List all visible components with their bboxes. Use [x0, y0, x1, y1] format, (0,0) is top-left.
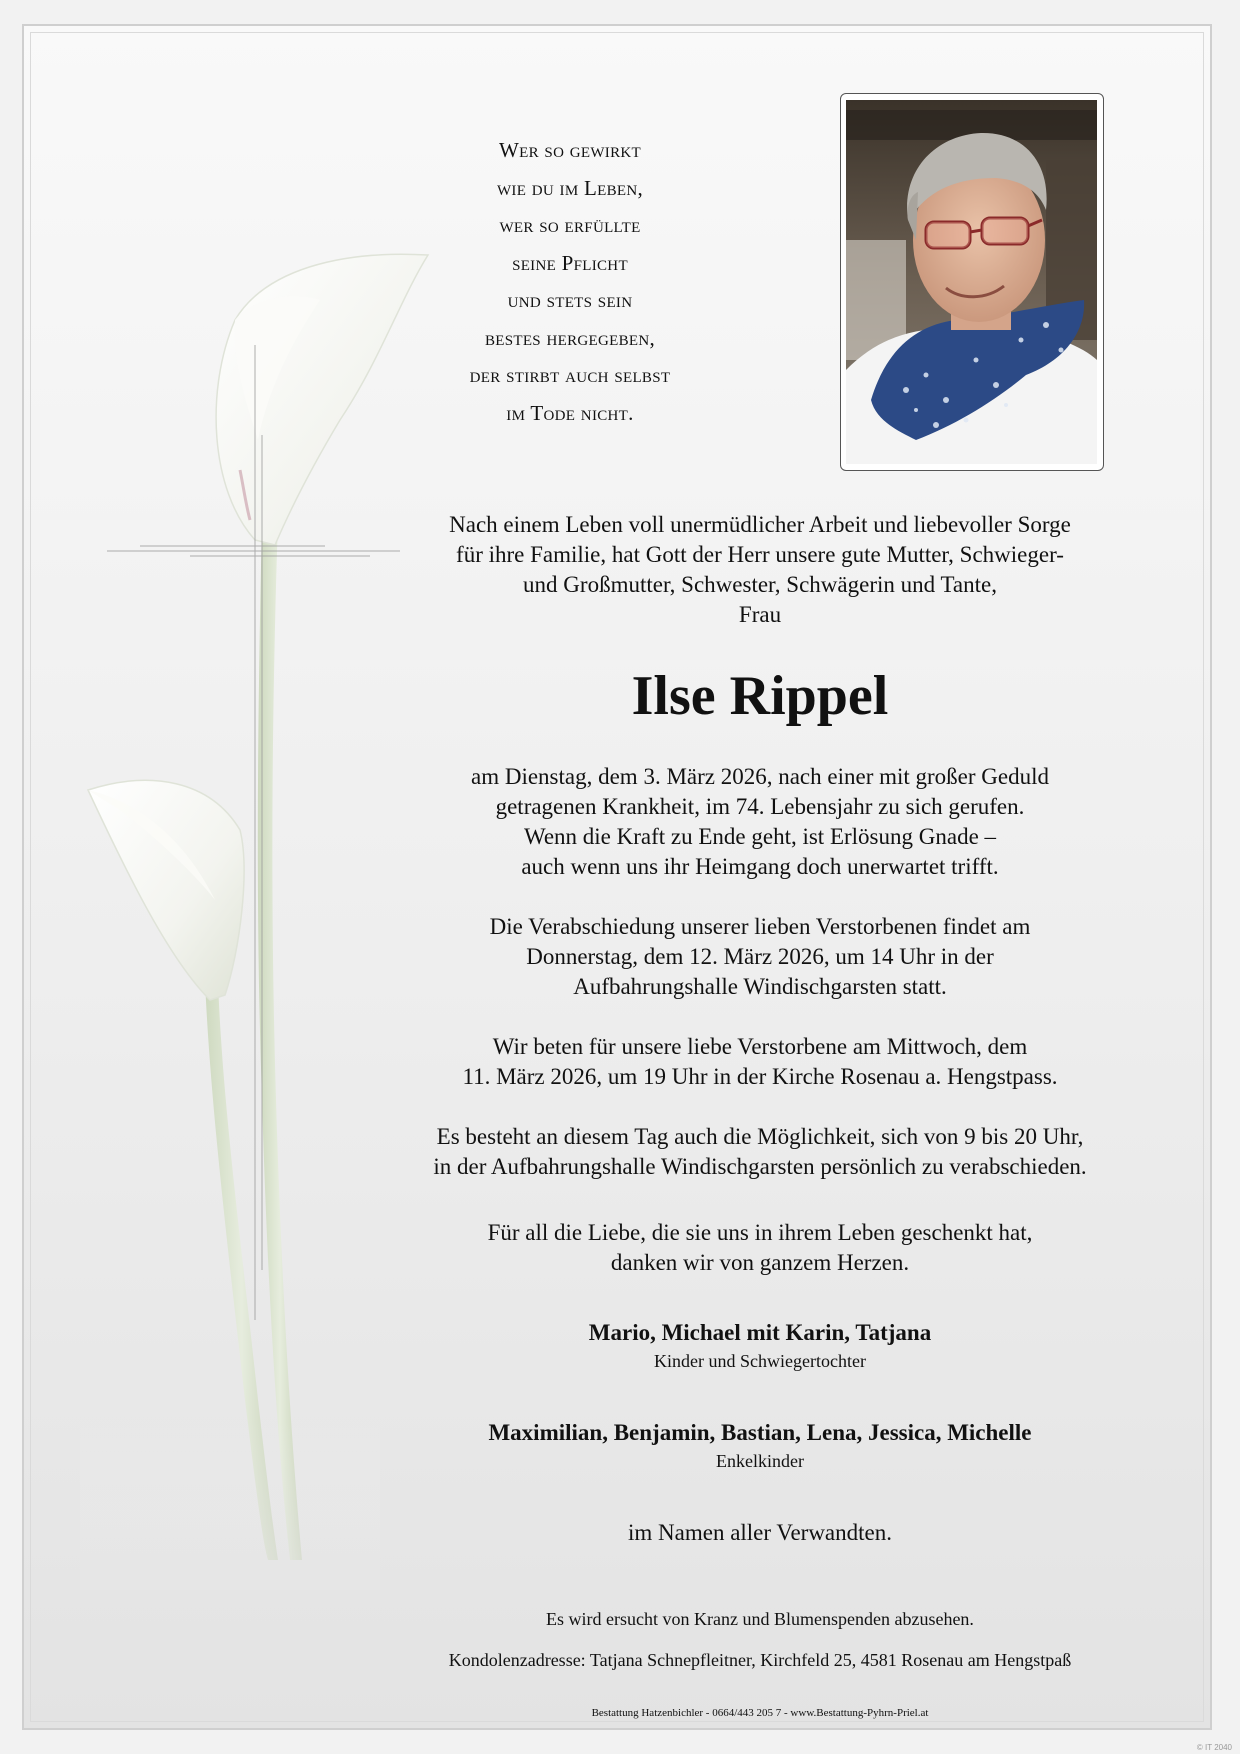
portrait-photo: [846, 100, 1097, 464]
poem-line: bestes hergegeben,: [484, 325, 656, 350]
family-role: Enkelkinder: [716, 1451, 804, 1471]
paragraph-line: Wir beten für unsere liebe Verstorbene am Mittwoch, dem: [492, 1034, 1028, 1059]
paragraph-line: Wenn die Kraft zu Ende geht, ist Erlösung Gnade –: [523, 824, 997, 849]
paragraph-line: danken wir von ganzem Herzen.: [610, 1250, 910, 1275]
poem-line: der stirbt auch selbst: [469, 363, 671, 387]
deceased-name: Ilse Rippel: [631, 665, 889, 727]
family-group-grandchildren: [400, 1418, 1120, 1474]
poem-line: seine Pflicht: [512, 250, 628, 275]
family-role: Kinder und Schwiegertochter: [654, 1351, 866, 1371]
paragraph-line: am Dienstag, dem 3. März 2026, nach einer mit großer Geduld: [470, 764, 1050, 789]
paragraph-line: Die Verabschiedung unserer lieben Verstorbenen findet am: [489, 914, 1031, 939]
portrait-frame: [840, 93, 1104, 471]
paragraph-line: getragenen Krankheit, im 74. Lebensjahr zu sich gerufen.: [495, 794, 1025, 819]
family-names: Maximilian, Benjamin, Bastian, Lena, Jessica, Michelle: [488, 1420, 1032, 1445]
viewing-paragraph: [400, 1122, 1120, 1182]
condolence-address: Kondolenzadresse: Tatjana Schnepfleitner, Kirchfeld 25, 4581 Rosenau am Hengstpaß: [448, 1650, 1072, 1670]
death-notice-paragraph: [400, 762, 1120, 882]
poem-line: wer so erfüllte: [499, 213, 641, 237]
intro-text: [400, 510, 1120, 630]
poem-line: und stets sein: [507, 288, 633, 312]
intro-line: für ihre Familie, hat Gott der Herr unsere gute Mutter, Schwieger-: [456, 542, 1064, 567]
intro-line: und Großmutter, Schwester, Schwägerin und Tante,: [523, 572, 997, 597]
paragraph-line: 11. März 2026, um 19 Uhr in der Kirche Rosenau a. Hengstpass.: [462, 1064, 1058, 1089]
intro-line: Nach einem Leben voll unermüdlicher Arbeit und liebevoller Sorge: [449, 512, 1071, 537]
funeral-home-footer: Bestattung Hatzenbichler - 0664/443 205 7 - www.Bestattung-Pyhrn-Priel.at: [591, 1707, 929, 1719]
copyright-mark: © IT 2040: [1196, 1743, 1232, 1752]
paragraph-line: in der Aufbahrungshalle Windischgarsten persönlich zu verabschieden.: [433, 1154, 1087, 1179]
paragraph-line: Aufbahrungshalle Windischgarsten statt.: [573, 974, 947, 999]
farewell-paragraph: [400, 912, 1120, 1002]
flower-notice: Es wird ersucht von Kranz und Blumenspenden abzusehen.: [546, 1609, 974, 1629]
paragraph-line: Donnerstag, dem 12. März 2026, um 14 Uhr in der: [526, 944, 994, 969]
paragraph-line: auch wenn uns ihr Heimgang doch unerwartet trifft.: [521, 854, 999, 879]
family-group-children: [400, 1318, 1120, 1374]
prayer-paragraph: [400, 1032, 1120, 1092]
poem-line: wie du im Leben,: [496, 175, 644, 200]
family-names: Mario, Michael mit Karin, Tatjana: [588, 1320, 932, 1345]
closing-line: im Namen aller Verwandten.: [628, 1520, 892, 1545]
thanks-paragraph: [400, 1218, 1120, 1278]
poem-line: im Tode nicht.: [506, 400, 634, 425]
paragraph-line: Es besteht an diesem Tag auch die Möglichkeit, sich von 9 bis 20 Uhr,: [436, 1124, 1084, 1149]
paragraph-line: Für all die Liebe, die sie uns in ihrem Leben geschenkt hat,: [487, 1220, 1033, 1245]
poem-line: Wer so gewirkt: [498, 138, 641, 162]
poem: [400, 132, 740, 432]
intro-line: Frau: [738, 602, 782, 627]
